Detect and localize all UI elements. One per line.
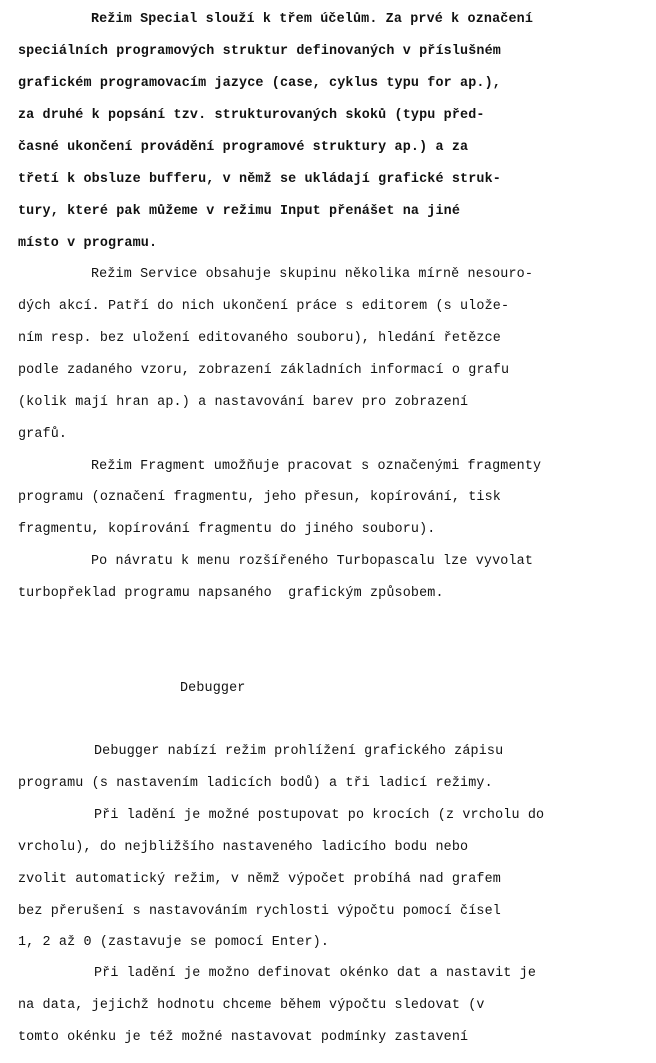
text-line: třetí k obsluze bufferu, v němž se ukládají grafické struk- [18,172,501,187]
text-line: programu (označení fragmentu, jeho přesun, kopírování, tisk [18,490,501,505]
text-line: podle zadaného vzoru, zobrazení základních informací o grafu [18,363,510,378]
text-line: turbopřeklad programu napsaného grafickým způsobem. [18,586,444,601]
text-line: Režim Fragment umožňuje pracovat s označenými fragmenty [91,459,542,474]
text-line: 1, 2 až 0 (zastavuje se pomocí Enter). [18,935,330,950]
text-line: grafickém programovacím jazyce (case, cyklus typu for ap.), [18,76,501,91]
text-line: fragmentu, kopírování fragmentu do jiného souboru). [18,522,436,537]
text-line: Režim Service obsahuje skupinu několika mírně nesouro- [91,267,534,282]
text-line: zvolit automatický režim, v němž výpočet probíhá nad grafem [18,872,501,887]
text-line: na data, jejichž hodnotu chceme během výpočtu sledovat (v [18,998,485,1013]
text-line: Při ladění je možno definovat okénko dat a nastavit je [94,966,537,981]
text-line: grafů. [18,427,68,442]
text-line: Režim Special slouží k třem účelům. Za prvé k označení [91,12,534,27]
text-line: ním resp. bez uložení editovaného souboru), hledání řetězce [18,331,501,346]
text-line: místo v programu. [18,236,158,251]
text-line: vrcholu), do nejbližšího nastaveného ladicího bodu nebo [18,840,469,855]
text-line: Po návratu k menu rozšířeného Turbopascalu lze vyvolat [91,554,534,569]
section-heading: Debugger [180,681,246,696]
text-line: dých akcí. Patří do nich ukončení práce s editorem (s ulože- [18,299,510,314]
text-line: (kolik mají hran ap.) a nastavování barev pro zobrazení [18,395,469,410]
text-line: speciálních programových struktur definovaných v příslušném [18,44,501,59]
text-line: Debugger nabízí režim prohlížení grafického zápisu [94,744,504,759]
text-line: tury, které pak můžeme v režimu Input přenášet na jiné [18,204,461,219]
text-line: časné ukončení provádění programové struktury ap.) a za [18,140,469,155]
text-line: programu (s nastavením ladicích bodů) a tři ladicí režimy. [18,776,493,791]
text-line: za druhé k popsání tzv. strukturovaných skoků (typu před- [18,108,485,123]
text-line: tomto okénku je též možné nastavovat podmínky zastavení [18,1030,469,1045]
text-line: bez přerušení s nastavováním rychlosti výpočtu pomocí čísel [18,904,501,919]
text-line: Při ladění je možné postupovat po krocích (z vrcholu do [94,808,545,823]
